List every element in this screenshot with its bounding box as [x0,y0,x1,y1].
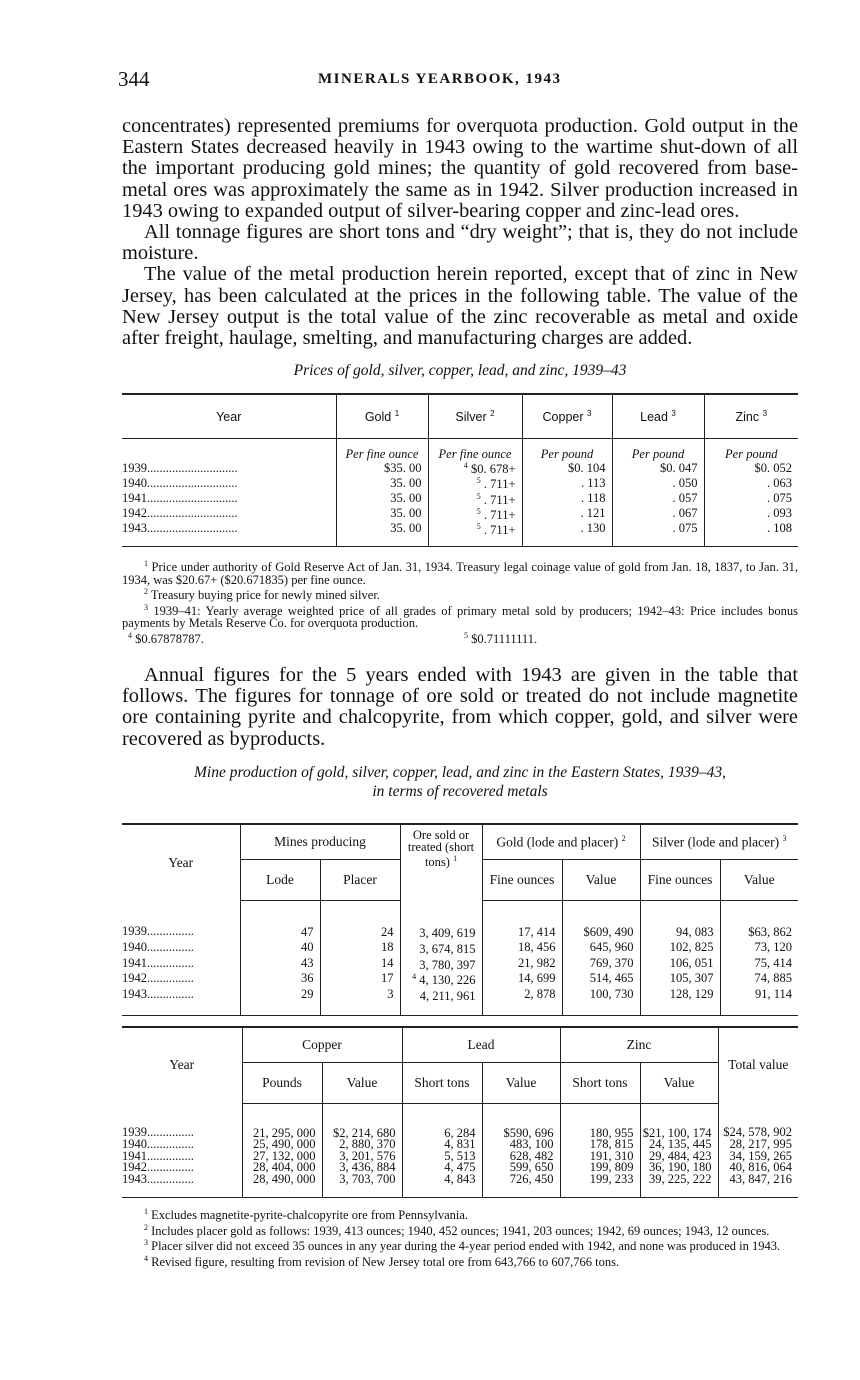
year-header-2: Year [169,1057,195,1073]
year-header: Year [168,854,194,870]
table-row: 1941............................. 35. 00 $^5$ . 711+ . 118 . 057 . 075 [122,491,798,506]
table-row: 1942............................. 35. 00 $^5$ . 711+ . 121 . 067 . 093 [122,506,798,521]
table-row: 1939............................. $35. 00 $^4$ $0. 678+ $0. 104 $0. 047 $0. 052 [122,460,798,475]
production-table-caption [122,763,798,801]
table-row: 1943............... 28, 490, 000 3, 703, 700 4, 843 726, 450 199, 233 39, 225, 222 43, 847, 216 [122,1174,798,1198]
table-row: 1942............... 28, 404, 000 3, 436, 884 4, 475 599, 650 199, 809 36, 190, 180 40, 816, 064 [122,1162,798,1174]
zinc-value-header: Value [640,1062,718,1103]
footnote: $^3$ Placer silver did not exceed 35 ounces in any year during the 4-year period ended with 1942, and none was produced in 1943. [144,1238,781,1254]
ore-header: Ore sold or treated (short tons) $^1$ [400,824,482,901]
units-row [122,439,798,461]
table-row: 1941............... 43 14 3, 780, 397 21, 982 769, 370 106, 051 75, 414 [122,956,798,972]
paragraph-4: Annual figures for the 5 years ended with 1943 are given in the table that follows. The figures for tonnage of ore sold or treated do not include magnetite ore containing pyrite and chalcopyrite, from which copper, gold, and silver were recovered as byproducts. [122,663,798,750]
lead-unit: Per pound [612,439,704,461]
table-row: 1943............................. 35. 00 $^5$ . 711+ . 130 . 075 . 108 [122,521,798,547]
page-number: 344 [118,67,150,91]
lead-short-tons-header: Short tons [402,1062,482,1103]
gold-unit: Per fine ounce [336,439,428,461]
table-row: 1943............... 29 3 4, 211, 961 2, 878 100, 730 128, 129 91, 114 [122,987,798,1015]
table-row: 1940............................. 35. 00 $^5$ . 711+ . 113 . 050 . 063 [122,475,798,490]
caption-line-2: in terms of recovered metals [372,782,548,800]
footnote-4: $^4$ $0.67878787. [128,630,204,647]
prices-footnotes [122,558,798,647]
prices-table [122,393,798,547]
gold-value-header: Value [562,859,640,900]
page [118,62,798,1270]
lead-value-header: Value [482,1062,560,1103]
prices-zinc-header: Zinc $^3$ [704,394,798,439]
lead-header: Lead [402,1027,560,1063]
table-row: 1939............... 21, 295, 000 $2, 214, 680 6, 284 $590, 696 180, 955 $21, 100, 174 $24, 578, 902 [122,1103,798,1139]
caption-line-1: Mine production of gold, silver, copper, lead, and zinc in the Eastern States, 1939–43, [194,763,726,781]
copper-value-header: Value [322,1062,402,1103]
footnote-5: $^5$ $0.71111111. [464,630,538,647]
mines-header: Mines producing [240,824,400,860]
prices-gold-header: Gold $^1$ [336,394,428,439]
copper-unit: Per pound [522,439,612,461]
silver-header: Silver (lode and placer) $^3$ [640,824,798,860]
total-value-header: Total value [718,1027,798,1104]
footnote: $^4$ Revised figure, resulting from revision of New Jersey total ore from 643,766 to 607,766 tons. [144,1254,620,1270]
body-text [122,116,798,349]
gold-fine-ounces-header: Fine ounces [482,859,562,900]
prices-year-header: Year [122,394,336,439]
table-row: 1939............... 47 24 3, 409, 619 17, 414 $609, 490 94, 083 $63, 862 [122,900,798,940]
prices-lead-header: Lead $^3$ [612,394,704,439]
footnote: $^1$ Price under authority of Gold Reserve Act of Jan. 31, 1934. Treasury legal coinage value of gold from Jan. 18, 1837, to Jan. 31, 1934, was $20.67+ ($20.671835) per fine ounce. [122,559,798,587]
paragraph-3: The value of the metal production herein reported, except that of zinc in New Jersey, has been calculated at the prices in the following table. The value of the New Jersey output is the total value of the zinc recoverable as metal and oxide after freight, haulage, smelting, and manufacturing charges are added. [122,263,798,350]
silver-fine-ounces-header: Fine ounces [640,859,720,900]
gold-header: Gold (lode and placer) $^2$ [482,824,640,860]
zinc-short-tons-header: Short tons [560,1062,640,1103]
lode-header: Lode [240,859,320,900]
table-row: 1941............... 27, 132, 000 3, 201, 576 5, 513 628, 482 191, 310 29, 484, 423 34, 159, 265 [122,1151,798,1163]
production-table-part-2 [122,1026,798,1199]
table-row: 1940............... 25, 490, 000 2, 880, 370 4, 831 483, 100 178, 815 24, 135, 445 28, 217, 995 [122,1139,798,1151]
footnote: $^2$ Includes placer gold as follows: 1939, 413 ounces; 1940, 452 ounces; 1941, 203 ounces; 1942, 69 ounces; 1943, 12 ounces. [144,1222,770,1238]
paragraph-2: All tonnage figures are short tons and “dry weight”; that is, they do not include moisture. [122,221,798,265]
footnote: $^1$ Excludes magnetite-pyrite-chalcopyrite ore from Pennsylvania. [144,1207,469,1223]
production-table-part-1 [122,823,798,1016]
table-row: 1942............... 36 17 $^4$ 4, 130, 226 14, 699 514, 465 105, 307 74, 885 [122,971,798,987]
prices-silver-header: Silver $^2$ [428,394,522,439]
footnote: $^2$ Treasury buying price for newly mined silver. [144,587,380,603]
production-footnotes [122,1206,798,1269]
zinc-unit: Per pound [704,439,798,461]
prices-copper-header: Copper $^3$ [522,394,612,439]
silver-unit: Per fine ounce [428,439,522,461]
running-title: MINERALS YEARBOOK, 1943 [318,71,562,87]
zinc-header: Zinc [560,1027,718,1063]
footnote: $^3$ 1939–41: Yearly average weighted price of all grades of primary metal sold by producers; 1942–43: Price includes bonus payments by Metals Reserve Co. for overquota production. [122,602,798,631]
footnote-pair [122,630,798,647]
placer-header: Placer [320,859,400,900]
prices-table-caption: Prices of gold, silver, copper, lead, and zinc, 1939–43 [293,362,627,380]
silver-value-header: Value [720,859,798,900]
paragraph-1: concentrates) represented premiums for overquota production. Gold output in the Eastern States decreased heavily in 1943 owing to the wartime shut-down of all the important producing gold mines; the quantity of gold recovered from base-metal ores was approximately the same as in 1942. Silver production increased in 1943 owing to expanded output of silver-bearing copper and zinc-lead ores. [122,115,798,222]
copper-pounds-header: Pounds [242,1062,322,1103]
running-header [118,62,798,92]
copper-header: Copper [242,1027,402,1063]
table-row: 1940............... 40 18 3, 674, 815 18, 456 645, 960 102, 825 73, 120 [122,940,798,956]
